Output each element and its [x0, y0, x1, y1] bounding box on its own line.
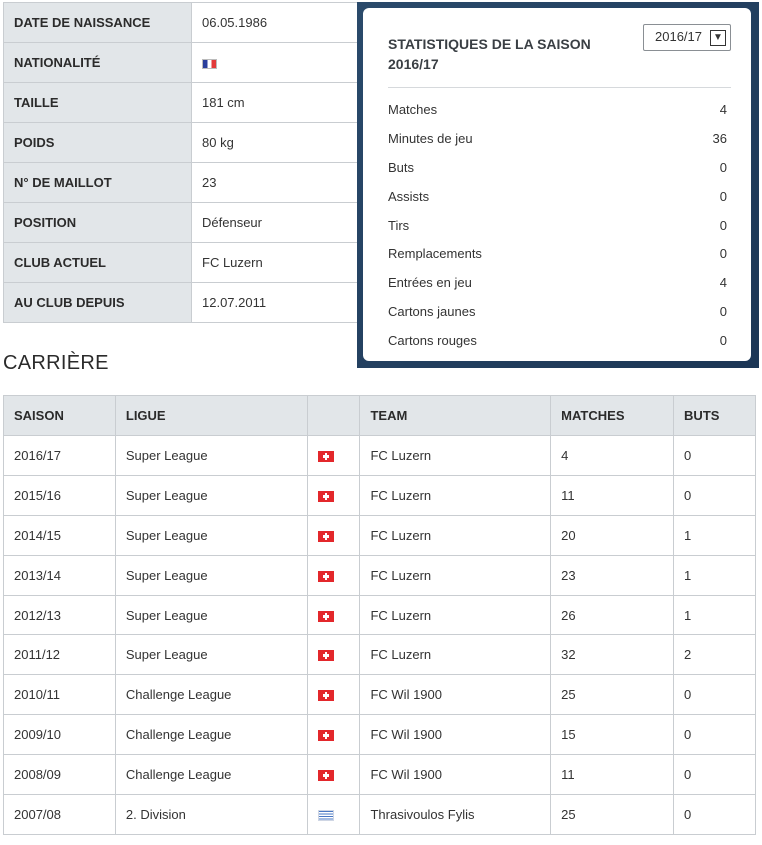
career-cell-saison: 2007/08	[4, 795, 116, 835]
stat-row	[388, 211, 727, 240]
career-cell-matches: 11	[551, 755, 674, 795]
career-cell-team: FC Luzern	[360, 436, 551, 476]
career-cell-flag	[307, 555, 360, 595]
chevron-down-icon[interactable]: ▼	[710, 30, 726, 46]
career-row	[4, 475, 756, 515]
career-cell-team: FC Luzern	[360, 635, 551, 675]
career-cell-flag	[307, 795, 360, 835]
switzerland-flag-icon	[318, 491, 334, 502]
stat-value: 0	[719, 217, 727, 233]
career-row	[4, 675, 756, 715]
stat-row	[388, 268, 727, 297]
info-label: N° DE MAILLOT	[4, 163, 192, 203]
career-cell-matches: 15	[551, 715, 674, 755]
career-cell-team: FC Wil 1900	[360, 675, 551, 715]
career-cell-matches: 4	[551, 436, 674, 476]
career-cell-saison: 2015/16	[4, 475, 116, 515]
info-row	[4, 163, 358, 203]
stat-label: Cartons rouges	[388, 333, 477, 349]
col-header-ligue: LIGUE	[115, 396, 307, 436]
career-cell-ligue: Super League	[115, 475, 307, 515]
col-header-saison: SAISON	[4, 396, 116, 436]
career-cell-ligue: Challenge League	[115, 675, 307, 715]
switzerland-flag-icon	[318, 611, 334, 622]
stat-label: Assists	[388, 188, 430, 204]
career-cell-saison: 2011/12	[4, 635, 116, 675]
info-label: POIDS	[4, 123, 192, 163]
stats-divider	[388, 87, 731, 88]
col-header-team: TEAM	[360, 396, 551, 436]
career-cell-flag	[307, 635, 360, 675]
career-row	[4, 555, 756, 595]
career-row	[4, 755, 756, 795]
career-cell-saison: 2014/15	[4, 515, 116, 555]
info-value	[192, 43, 358, 83]
info-value: 23	[192, 163, 358, 203]
career-cell-ligue: Super League	[115, 595, 307, 635]
stat-label: Minutes de jeu	[388, 130, 473, 146]
career-body	[4, 436, 756, 835]
career-row	[4, 436, 756, 476]
career-cell-matches: 26	[551, 595, 674, 635]
career-cell-team: FC Wil 1900	[360, 755, 551, 795]
stat-value: 4	[719, 101, 727, 117]
career-cell-buts: 0	[674, 436, 756, 476]
career-cell-flag	[307, 675, 360, 715]
stat-value: 0	[719, 333, 727, 349]
stat-label: Matches	[388, 101, 438, 117]
career-cell-ligue: Super League	[115, 635, 307, 675]
stat-value: 0	[719, 188, 727, 204]
info-label: DATE DE NAISSANCE	[4, 3, 192, 43]
career-cell-buts: 1	[674, 555, 756, 595]
info-row	[4, 3, 358, 43]
career-cell-buts: 0	[674, 755, 756, 795]
info-value: Défenseur	[192, 203, 358, 243]
info-label: TAILLE	[4, 83, 192, 123]
info-row	[4, 203, 358, 243]
career-cell-team: FC Wil 1900	[360, 715, 551, 755]
career-cell-flag	[307, 755, 360, 795]
career-cell-saison: 2012/13	[4, 595, 116, 635]
info-row	[4, 123, 358, 163]
career-cell-matches: 25	[551, 675, 674, 715]
career-row	[4, 715, 756, 755]
career-cell-buts: 1	[674, 595, 756, 635]
info-row	[4, 83, 358, 123]
career-cell-buts: 0	[674, 475, 756, 515]
season-select-value: 2016/17	[655, 29, 702, 44]
stats-list	[388, 95, 727, 355]
stat-row	[388, 326, 727, 355]
career-cell-buts: 1	[674, 515, 756, 555]
player-info-body	[4, 3, 358, 323]
stat-value: 0	[719, 159, 727, 175]
career-cell-team: FC Luzern	[360, 595, 551, 635]
career-cell-matches: 20	[551, 515, 674, 555]
career-cell-flag	[307, 515, 360, 555]
career-cell-team: Thrasivoulos Fylis	[360, 795, 551, 835]
info-row	[4, 43, 358, 83]
stat-value: 36	[712, 130, 727, 146]
career-row	[4, 595, 756, 635]
info-label: POSITION	[4, 203, 192, 243]
career-cell-matches: 23	[551, 555, 674, 595]
career-cell-matches: 11	[551, 475, 674, 515]
season-select[interactable]	[643, 24, 731, 51]
switzerland-flag-icon	[318, 770, 334, 781]
season-stats-title: STATISTIQUES DE LA SAISON 2016/17	[388, 36, 591, 72]
career-row	[4, 515, 756, 555]
stat-value: 0	[719, 304, 727, 320]
info-row	[4, 283, 358, 323]
info-value: 06.05.1986	[192, 3, 358, 43]
stat-row	[388, 124, 727, 153]
stat-row	[388, 95, 727, 124]
career-row	[4, 795, 756, 835]
career-cell-team: FC Luzern	[360, 555, 551, 595]
stat-label: Remplacements	[388, 246, 482, 262]
career-cell-saison: 2016/17	[4, 436, 116, 476]
career-cell-flag	[307, 595, 360, 635]
switzerland-flag-icon	[318, 690, 334, 701]
stat-label: Entrées en jeu	[388, 275, 472, 291]
career-cell-saison: 2010/11	[4, 675, 116, 715]
info-value: FC Luzern	[192, 243, 358, 283]
info-value: 12.07.2011	[192, 283, 358, 323]
stat-label: Buts	[388, 159, 415, 175]
col-header-flag	[307, 396, 360, 436]
switzerland-flag-icon	[318, 531, 334, 542]
greece-flag-icon	[318, 810, 334, 821]
career-cell-buts: 2	[674, 635, 756, 675]
career-row	[4, 635, 756, 675]
career-cell-buts: 0	[674, 715, 756, 755]
career-cell-ligue: Super League	[115, 436, 307, 476]
career-cell-matches: 32	[551, 635, 674, 675]
stat-row	[388, 239, 727, 268]
season-stats-card	[363, 8, 751, 361]
career-cell-saison: 2013/14	[4, 555, 116, 595]
switzerland-flag-icon	[318, 650, 334, 661]
career-cell-ligue: Super League	[115, 515, 307, 555]
info-value: 181 cm	[192, 83, 358, 123]
stat-value: 4	[719, 275, 727, 291]
switzerland-flag-icon	[318, 730, 334, 741]
info-label: CLUB ACTUEL	[4, 243, 192, 283]
info-label: NATIONALITÉ	[4, 43, 192, 83]
career-cell-buts: 0	[674, 675, 756, 715]
career-cell-saison: 2008/09	[4, 755, 116, 795]
career-cell-matches: 25	[551, 795, 674, 835]
career-cell-flag	[307, 475, 360, 515]
stat-row	[388, 153, 727, 182]
info-label: AU CLUB DEPUIS	[4, 283, 192, 323]
career-cell-flag	[307, 715, 360, 755]
stat-row	[388, 182, 727, 211]
career-cell-ligue: 2. Division	[115, 795, 307, 835]
player-info-table	[3, 2, 358, 323]
stat-label: Cartons jaunes	[388, 304, 476, 320]
stat-value: 0	[719, 246, 727, 262]
switzerland-flag-icon	[318, 571, 334, 582]
stat-label: Tirs	[388, 217, 410, 233]
col-header-buts: BUTS	[674, 396, 756, 436]
career-cell-flag	[307, 436, 360, 476]
info-value: 80 kg	[192, 123, 358, 163]
stat-row	[388, 297, 727, 326]
switzerland-flag-icon	[318, 451, 334, 462]
career-table	[3, 395, 756, 835]
col-header-matches: MATCHES	[551, 396, 674, 436]
career-cell-buts: 0	[674, 795, 756, 835]
career-cell-ligue: Challenge League	[115, 755, 307, 795]
info-row	[4, 243, 358, 283]
season-stats-panel	[357, 2, 759, 368]
career-cell-ligue: Challenge League	[115, 715, 307, 755]
france-flag-icon	[202, 59, 217, 69]
career-header-row	[4, 396, 756, 436]
career-cell-team: FC Luzern	[360, 515, 551, 555]
career-title: CARRIÈRE	[3, 352, 109, 374]
career-cell-team: FC Luzern	[360, 475, 551, 515]
career-cell-saison: 2009/10	[4, 715, 116, 755]
career-cell-ligue: Super League	[115, 555, 307, 595]
